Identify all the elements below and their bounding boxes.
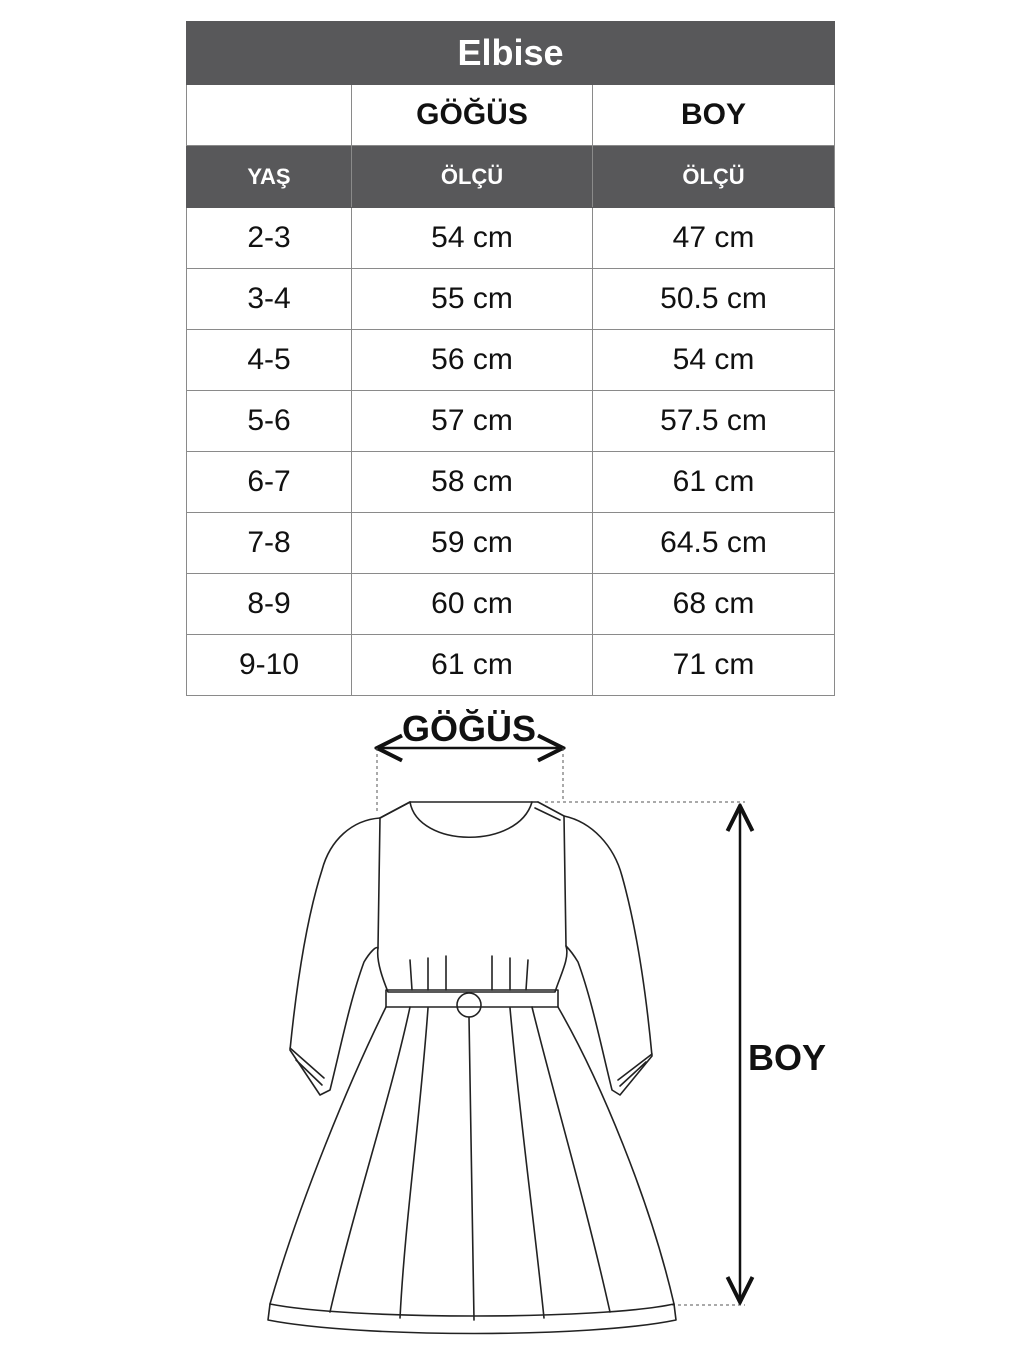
table-row [187,574,835,635]
header-chest: GÖĞÜS [352,85,593,146]
age-cell: 4-5 [187,330,352,391]
length-measure-guide [545,802,745,1305]
chest-cell: 58 cm [352,452,593,513]
subheader-length-measure: ÖLÇÜ [593,146,835,208]
table-row [187,635,835,696]
table-header-row [187,85,835,146]
length-cell: 57.5 cm [593,391,835,452]
length-cell: 68 cm [593,574,835,635]
length-cell: 50.5 cm [593,269,835,330]
chest-cell: 61 cm [352,635,593,696]
header-blank-cell [187,85,352,146]
table-subheader-row [187,146,835,208]
chest-cell: 59 cm [352,513,593,574]
length-cell: 71 cm [593,635,835,696]
table-title-row [187,22,835,85]
age-cell: 8-9 [187,574,352,635]
table-title: Elbise [187,22,835,85]
age-cell: 9-10 [187,635,352,696]
chest-cell: 60 cm [352,574,593,635]
table-row [187,513,835,574]
chest-cell: 55 cm [352,269,593,330]
table-row [187,391,835,452]
age-cell: 6-7 [187,452,352,513]
subheader-chest-measure: ÖLÇÜ [352,146,593,208]
chest-label: GÖĞÜS [402,708,537,749]
length-cell: 64.5 cm [593,513,835,574]
table-row [187,452,835,513]
chest-cell: 57 cm [352,391,593,452]
length-label: BOY [748,1037,827,1078]
chest-cell: 54 cm [352,208,593,269]
length-cell: 61 cm [593,452,835,513]
chest-cell: 56 cm [352,330,593,391]
dress-measurement-diagram [0,700,1020,1360]
length-cell: 54 cm [593,330,835,391]
subheader-age: YAŞ [187,146,352,208]
age-cell: 3-4 [187,269,352,330]
length-cell: 47 cm [593,208,835,269]
age-cell: 5-6 [187,391,352,452]
table-row [187,269,835,330]
dress-illustration [0,700,1020,1360]
size-table [186,21,835,696]
dress-outline [268,802,676,1334]
age-cell: 7-8 [187,513,352,574]
table-row [187,330,835,391]
header-length: BOY [593,85,835,146]
table-row [187,208,835,269]
age-cell: 2-3 [187,208,352,269]
